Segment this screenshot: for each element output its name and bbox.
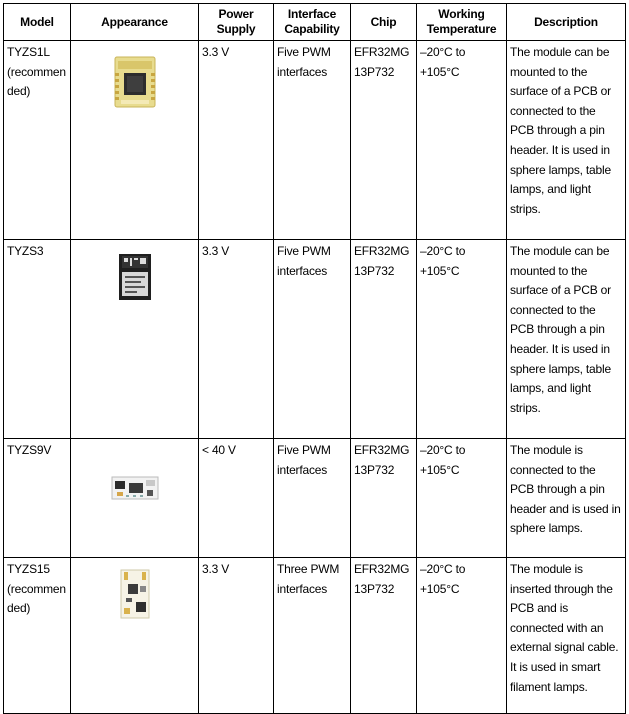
cell-power: 3.3 V — [199, 240, 274, 439]
cell-appearance — [71, 240, 199, 439]
cell-appearance — [71, 558, 199, 714]
cell-interface: Five PWM interfaces — [274, 41, 351, 240]
cell-model: TYZS1L (recommended) — [4, 41, 71, 240]
header-model: Model — [4, 4, 71, 41]
cell-interface: Three PWM interfaces — [274, 558, 351, 714]
cell-appearance — [71, 41, 199, 240]
cell-model: TYZS9V — [4, 439, 71, 558]
table-row — [4, 41, 626, 240]
cell-model: TYZS15 (recommended) — [4, 558, 71, 714]
module-tyzs1l-image — [113, 55, 157, 109]
cell-temperature: –20°C to +105°C — [417, 240, 507, 439]
cell-chip: EFR32MG13P732 — [351, 558, 417, 714]
table-row — [4, 558, 626, 714]
cell-temperature: –20°C to +105°C — [417, 558, 507, 714]
cell-power: 3.3 V — [199, 558, 274, 714]
cell-chip: EFR32MG13P732 — [351, 240, 417, 439]
header-chip: Chip — [351, 4, 417, 41]
cell-chip: EFR32MG13P732 — [351, 41, 417, 240]
cell-temperature: –20°C to +105°C — [417, 439, 507, 558]
cell-description: The module is inserted through the PCB and is connected with an external signal cable. It is used in smart filament lamps. — [507, 558, 626, 714]
cell-interface: Five PWM interfaces — [274, 439, 351, 558]
module-spec-table — [3, 3, 626, 714]
cell-model: TYZS3 — [4, 240, 71, 439]
cell-power: < 40 V — [199, 439, 274, 558]
header-power-supply: Power Supply — [199, 4, 274, 41]
module-tyzs9v-image — [111, 473, 159, 503]
cell-chip: EFR32MG13P732 — [351, 439, 417, 558]
header-working-temperature: Working Temperature — [417, 4, 507, 41]
cell-power: 3.3 V — [199, 41, 274, 240]
cell-temperature: –20°C to +105°C — [417, 41, 507, 240]
header-interface-capability: Interface Capability — [274, 4, 351, 41]
cell-description: The module is connected to the PCB through a pin header and is used in sphere lamps. — [507, 439, 626, 558]
module-tyzs3-image — [117, 252, 153, 302]
table-row — [4, 439, 626, 558]
module-tyzs15-image — [118, 568, 152, 620]
table-header-row — [4, 4, 626, 41]
header-appearance: Appearance — [71, 4, 199, 41]
header-description: Description — [507, 4, 626, 41]
cell-description: The module can be mounted to the surface of a PCB or connected to the PCB through a pin header. It is used in sphere lamps, table lamps, and light strips. — [507, 41, 626, 240]
cell-interface: Five PWM interfaces — [274, 240, 351, 439]
cell-description: The module can be mounted to the surface of a PCB or connected to the PCB through a pin header. It is used in sphere lamps, table lamps, and light strips. — [507, 240, 626, 439]
table-row — [4, 240, 626, 439]
cell-appearance — [71, 439, 199, 558]
